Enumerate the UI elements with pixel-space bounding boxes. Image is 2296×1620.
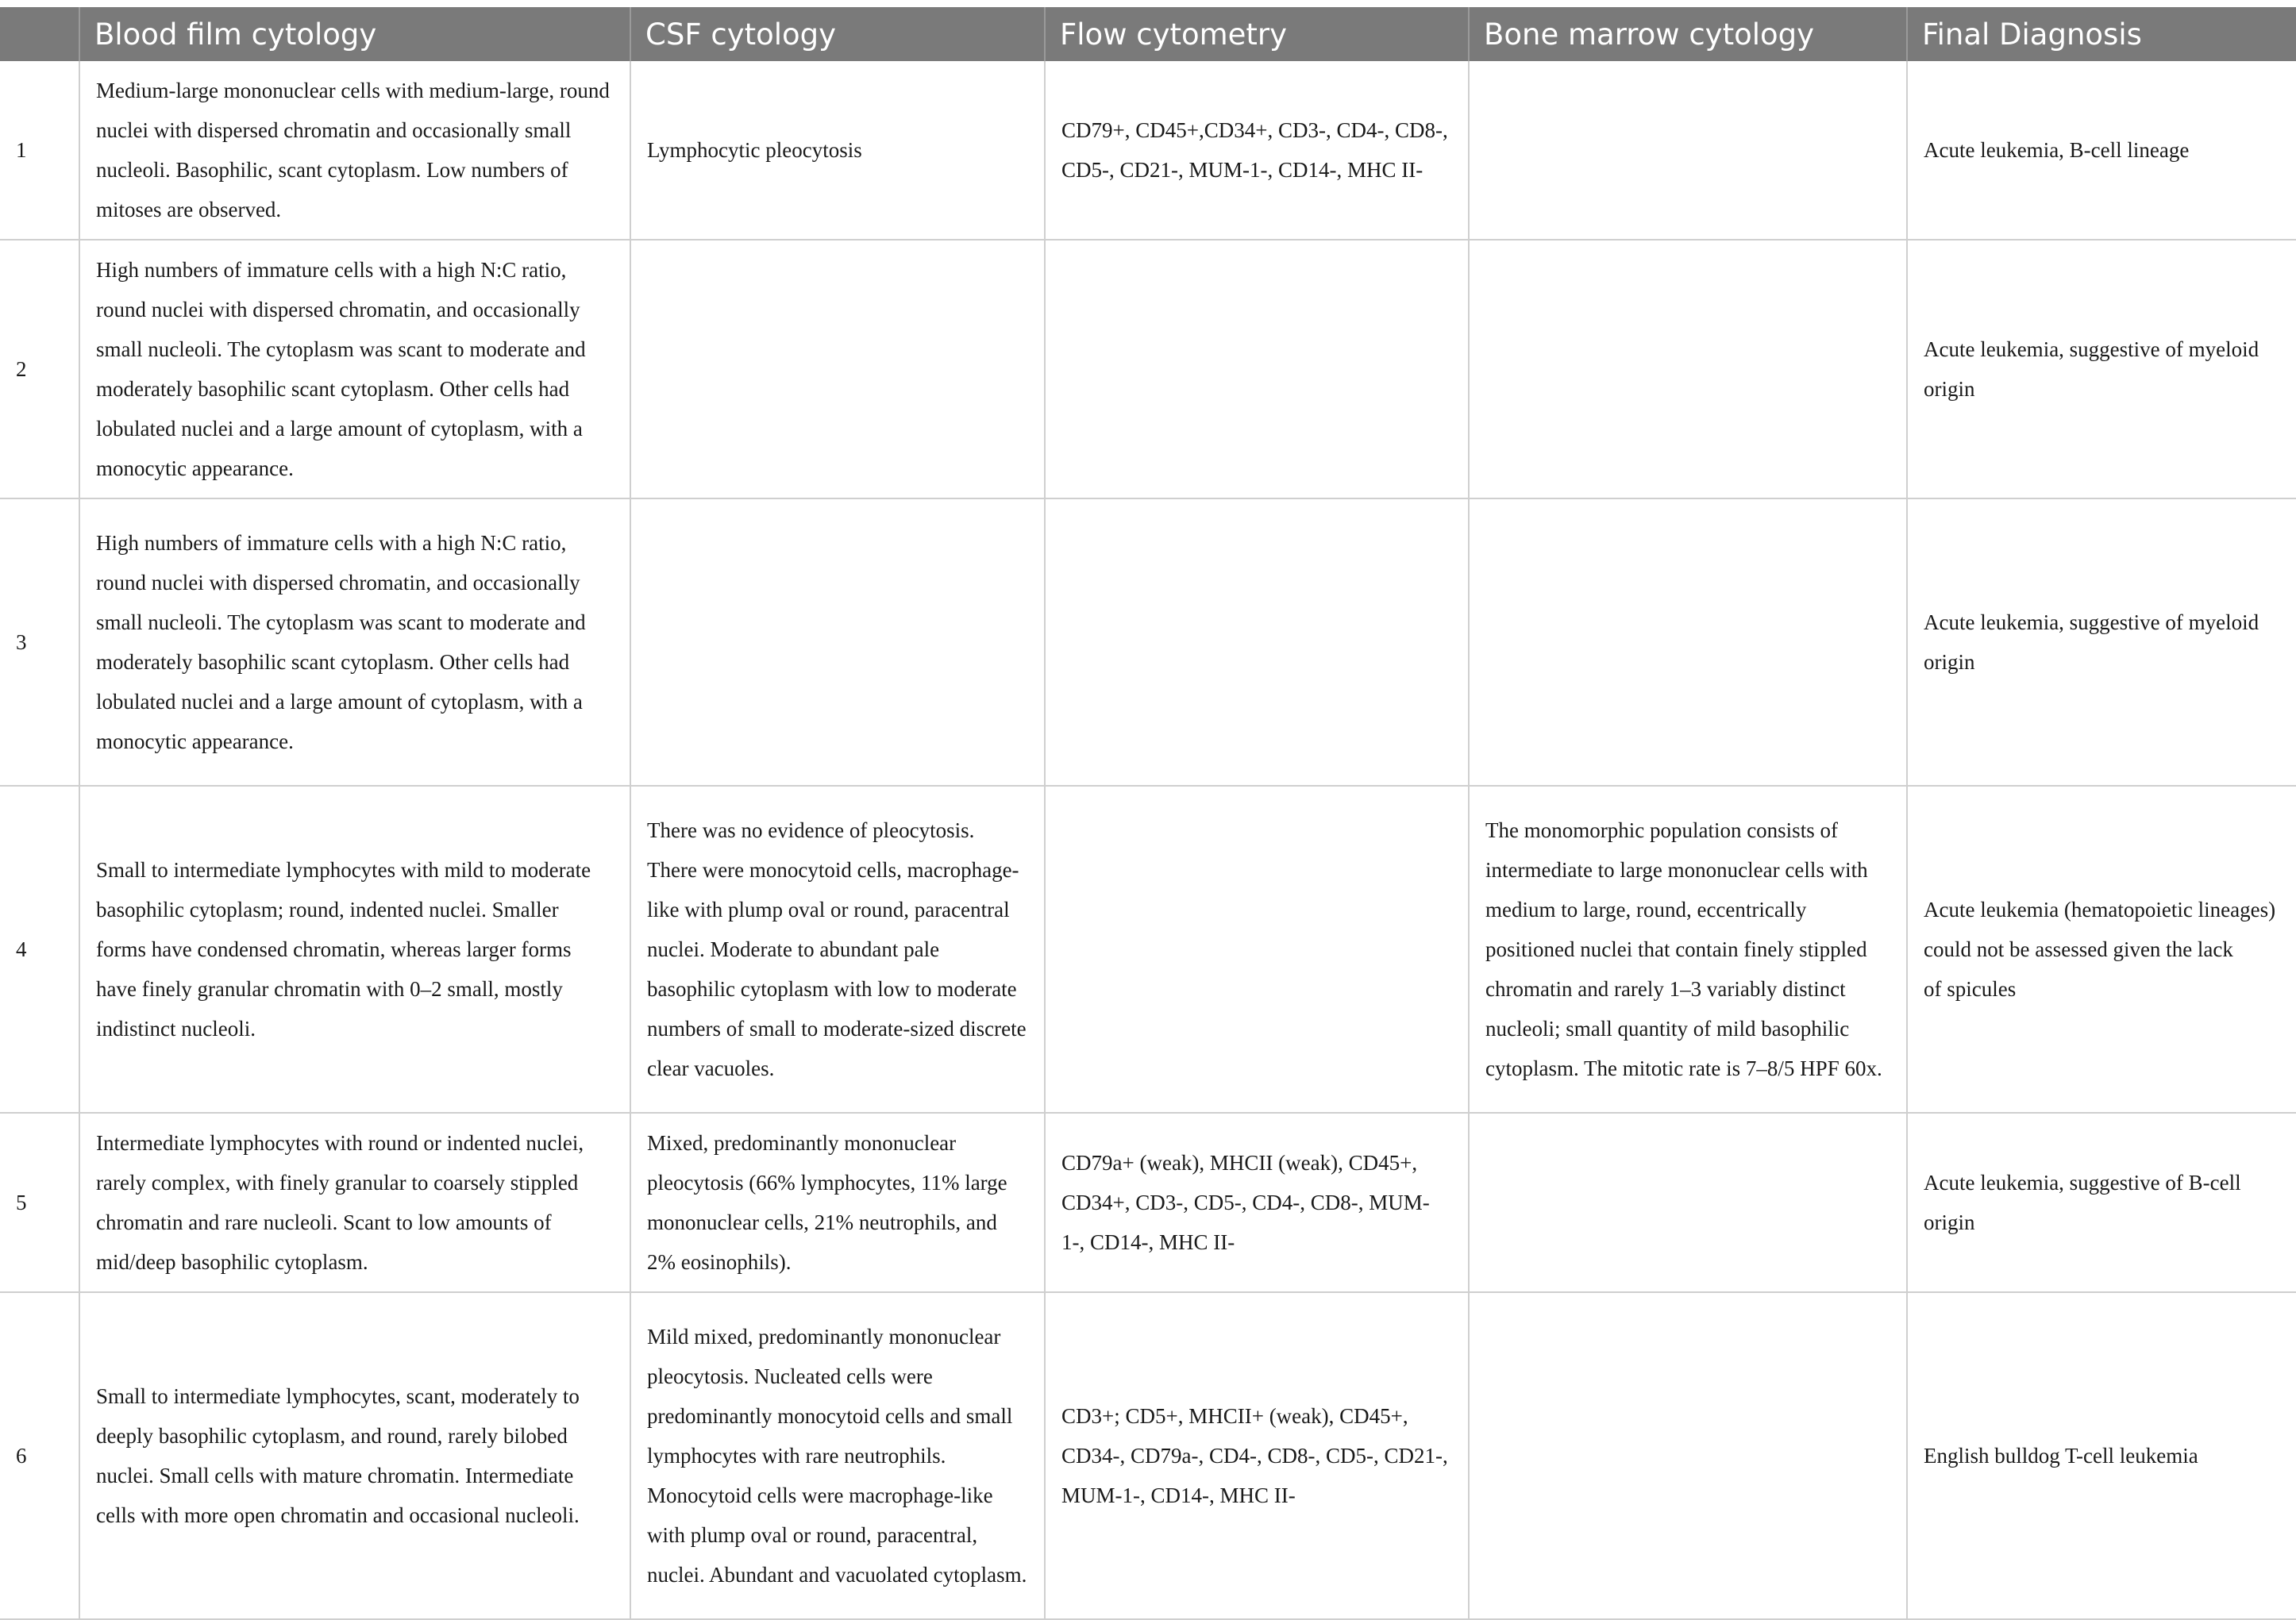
header-flow-cytometry: Flow cytometry — [1045, 7, 1469, 61]
table-row — [0, 1292, 2296, 1619]
case-number: 3 — [0, 498, 79, 786]
bone-marrow-cell — [1469, 1292, 1907, 1619]
blood-film-cell — [79, 498, 630, 786]
flow-cell: CD79+, CD45+,CD34+, CD3-, CD4-, CD8-, CD5-, CD21-, MUM-1-, CD14-, MHC II- — [1045, 61, 1469, 240]
header-blood-film-cytology: Blood film cytology — [79, 7, 630, 61]
diagnosis-cell — [1907, 786, 2296, 1113]
header-final-diagnosis: Final Diagnosis — [1907, 7, 2296, 61]
case-number: 6 — [0, 1292, 79, 1619]
flow-cell — [1045, 786, 1469, 1113]
table-header — [0, 7, 2296, 61]
case-number: 1 — [0, 61, 79, 240]
case-number: 4 — [0, 786, 79, 1113]
header-case — [0, 7, 79, 61]
blood-film-cell: High numbers of immature cells with a high N:C ratio, round nuclei with dispersed chromatin, and occasionally small nucleoli. The cytoplasm was scant to moderate and moderately basophilic scant cytoplasm. Other cells had lobulated nuclei and a large amount of cytoplasm, with a monocytic appearance. — [79, 240, 630, 498]
csf-cell: Lymphocytic pleocytosis — [630, 61, 1045, 240]
blood-film-cell: Small to intermediate lymphocytes, scant, moderately to deeply basophilic cytoplasm, and round, rarely bilobed nuclei. Small cells with mature chromatin. Intermediate cells with more open chromatin and occasional nucleoli. — [79, 1292, 630, 1619]
csf-cell — [630, 240, 1045, 498]
table-row — [0, 240, 2296, 498]
header-bone-marrow-cytology: Bone marrow cytology — [1469, 7, 1907, 61]
bone-marrow-cell — [1469, 61, 1907, 240]
blood-film-text: High numbers of immature cells with a high N:C ratio, round nuclei with dispersed chromatin, and occasionally small nucleoli. The cytoplasm was scant to moderate and moderately basophilic scant cytoplasm. Other cells had lobulated nuclei and a large amount of cytoplasm, with a — [96, 531, 586, 714]
blood-film-cell: Intermediate lymphocytes with round or indented nuclei, rarely complex, with finely granular to coarsely stippled chromatin and rare nucleoli. Scant to low amounts of mid/deep basophilic cytoplasm. — [79, 1113, 630, 1292]
diagnosis-cell: Acute leukemia, B-cell lineage — [1907, 61, 2296, 240]
diagnosis-text: Acute leukemia (hematopoietic lineages) could not be assessed given the lack — [1924, 898, 2276, 961]
diagnosis-cell: English bulldog T-cell leukemia — [1907, 1292, 2296, 1619]
diagnosis-cell: Acute leukemia, suggestive of myeloid origin — [1907, 498, 2296, 786]
case-number: 2 — [0, 240, 79, 498]
flow-cell — [1045, 240, 1469, 498]
table-row — [0, 498, 2296, 786]
csf-cell — [630, 498, 1045, 786]
csf-cell: There was no evidence of pleocytosis. There were monocytoid cells, macrophage-like with plump oval or round, paracentral nuclei. Moderate to abundant pale basophilic cytoplasm with low to moderate numbers of small to moderate-sized discrete clear vacuoles. — [630, 786, 1045, 1113]
diagnosis-text-tail: of spicules — [1924, 977, 2017, 1001]
case-number: 5 — [0, 1113, 79, 1292]
csf-cell: Mixed, predominantly mononuclear pleocytosis (66% lymphocytes, 11% large mononuclear cells, 21% neutrophils, and 2% eosinophils). — [630, 1113, 1045, 1292]
diagnosis-cell: Acute leukemia, suggestive of B-cell origin — [1907, 1113, 2296, 1292]
bone-marrow-cell — [1469, 240, 1907, 498]
bone-marrow-cell — [1469, 1113, 1907, 1292]
header-csf-cytology: CSF cytology — [630, 7, 1045, 61]
table-row — [0, 61, 2296, 240]
flow-cell: CD3+; CD5+, MHCII+ (weak), CD45+, CD34-, CD79a-, CD4-, CD8-, CD5-, CD21-, MUM-1-, CD14-, MHC II- — [1045, 1292, 1469, 1619]
table-row — [0, 1113, 2296, 1292]
blood-film-text-tail: monocytic appearance. — [96, 729, 294, 753]
flow-cell — [1045, 498, 1469, 786]
diagnosis-cell: Acute leukemia, suggestive of myeloid origin — [1907, 240, 2296, 498]
bone-marrow-cell — [1469, 498, 1907, 786]
flow-cell: CD79a+ (weak), MHCII (weak), CD45+, CD34+, CD3-, CD5-, CD4-, CD8-, MUM-1-, CD14-, MHC II- — [1045, 1113, 1469, 1292]
table-row — [0, 786, 2296, 1113]
blood-film-cell: Small to intermediate lymphocytes with mild to moderate basophilic cytoplasm; round, indented nuclei. Smaller forms have condensed chromatin, whereas larger forms have finely granular chromatin with 0–2 small, mostly indistinct nucleoli. — [79, 786, 630, 1113]
header-row — [0, 7, 2296, 61]
bone-marrow-cell: The monomorphic population consists of intermediate to large mononuclear cells with medium to large, round, eccentrically positioned nuclei that contain finely stippled chromatin and rarely 1–3 variably distinct nucleoli; small quantity of mild basophilic cytoplasm. The mitotic rate is 7–8/5 HPF 60x. — [1469, 786, 1907, 1113]
results-table — [0, 7, 2296, 1620]
csf-cell: Mild mixed, predominantly mononuclear pleocytosis. Nucleated cells were predominantly monocytoid cells and small lymphocytes with rare neutrophils. Monocytoid cells were macrophage-like with plump oval or round, paracentral, nuclei. Abundant and vacuolated cytoplasm. — [630, 1292, 1045, 1619]
blood-film-cell: Medium-large mononuclear cells with medium-large, round nuclei with dispersed chromatin and occasionally small nucleoli. Basophilic, scant cytoplasm. Low numbers of mitoses are observed. — [79, 61, 630, 240]
table-body — [0, 61, 2296, 1619]
